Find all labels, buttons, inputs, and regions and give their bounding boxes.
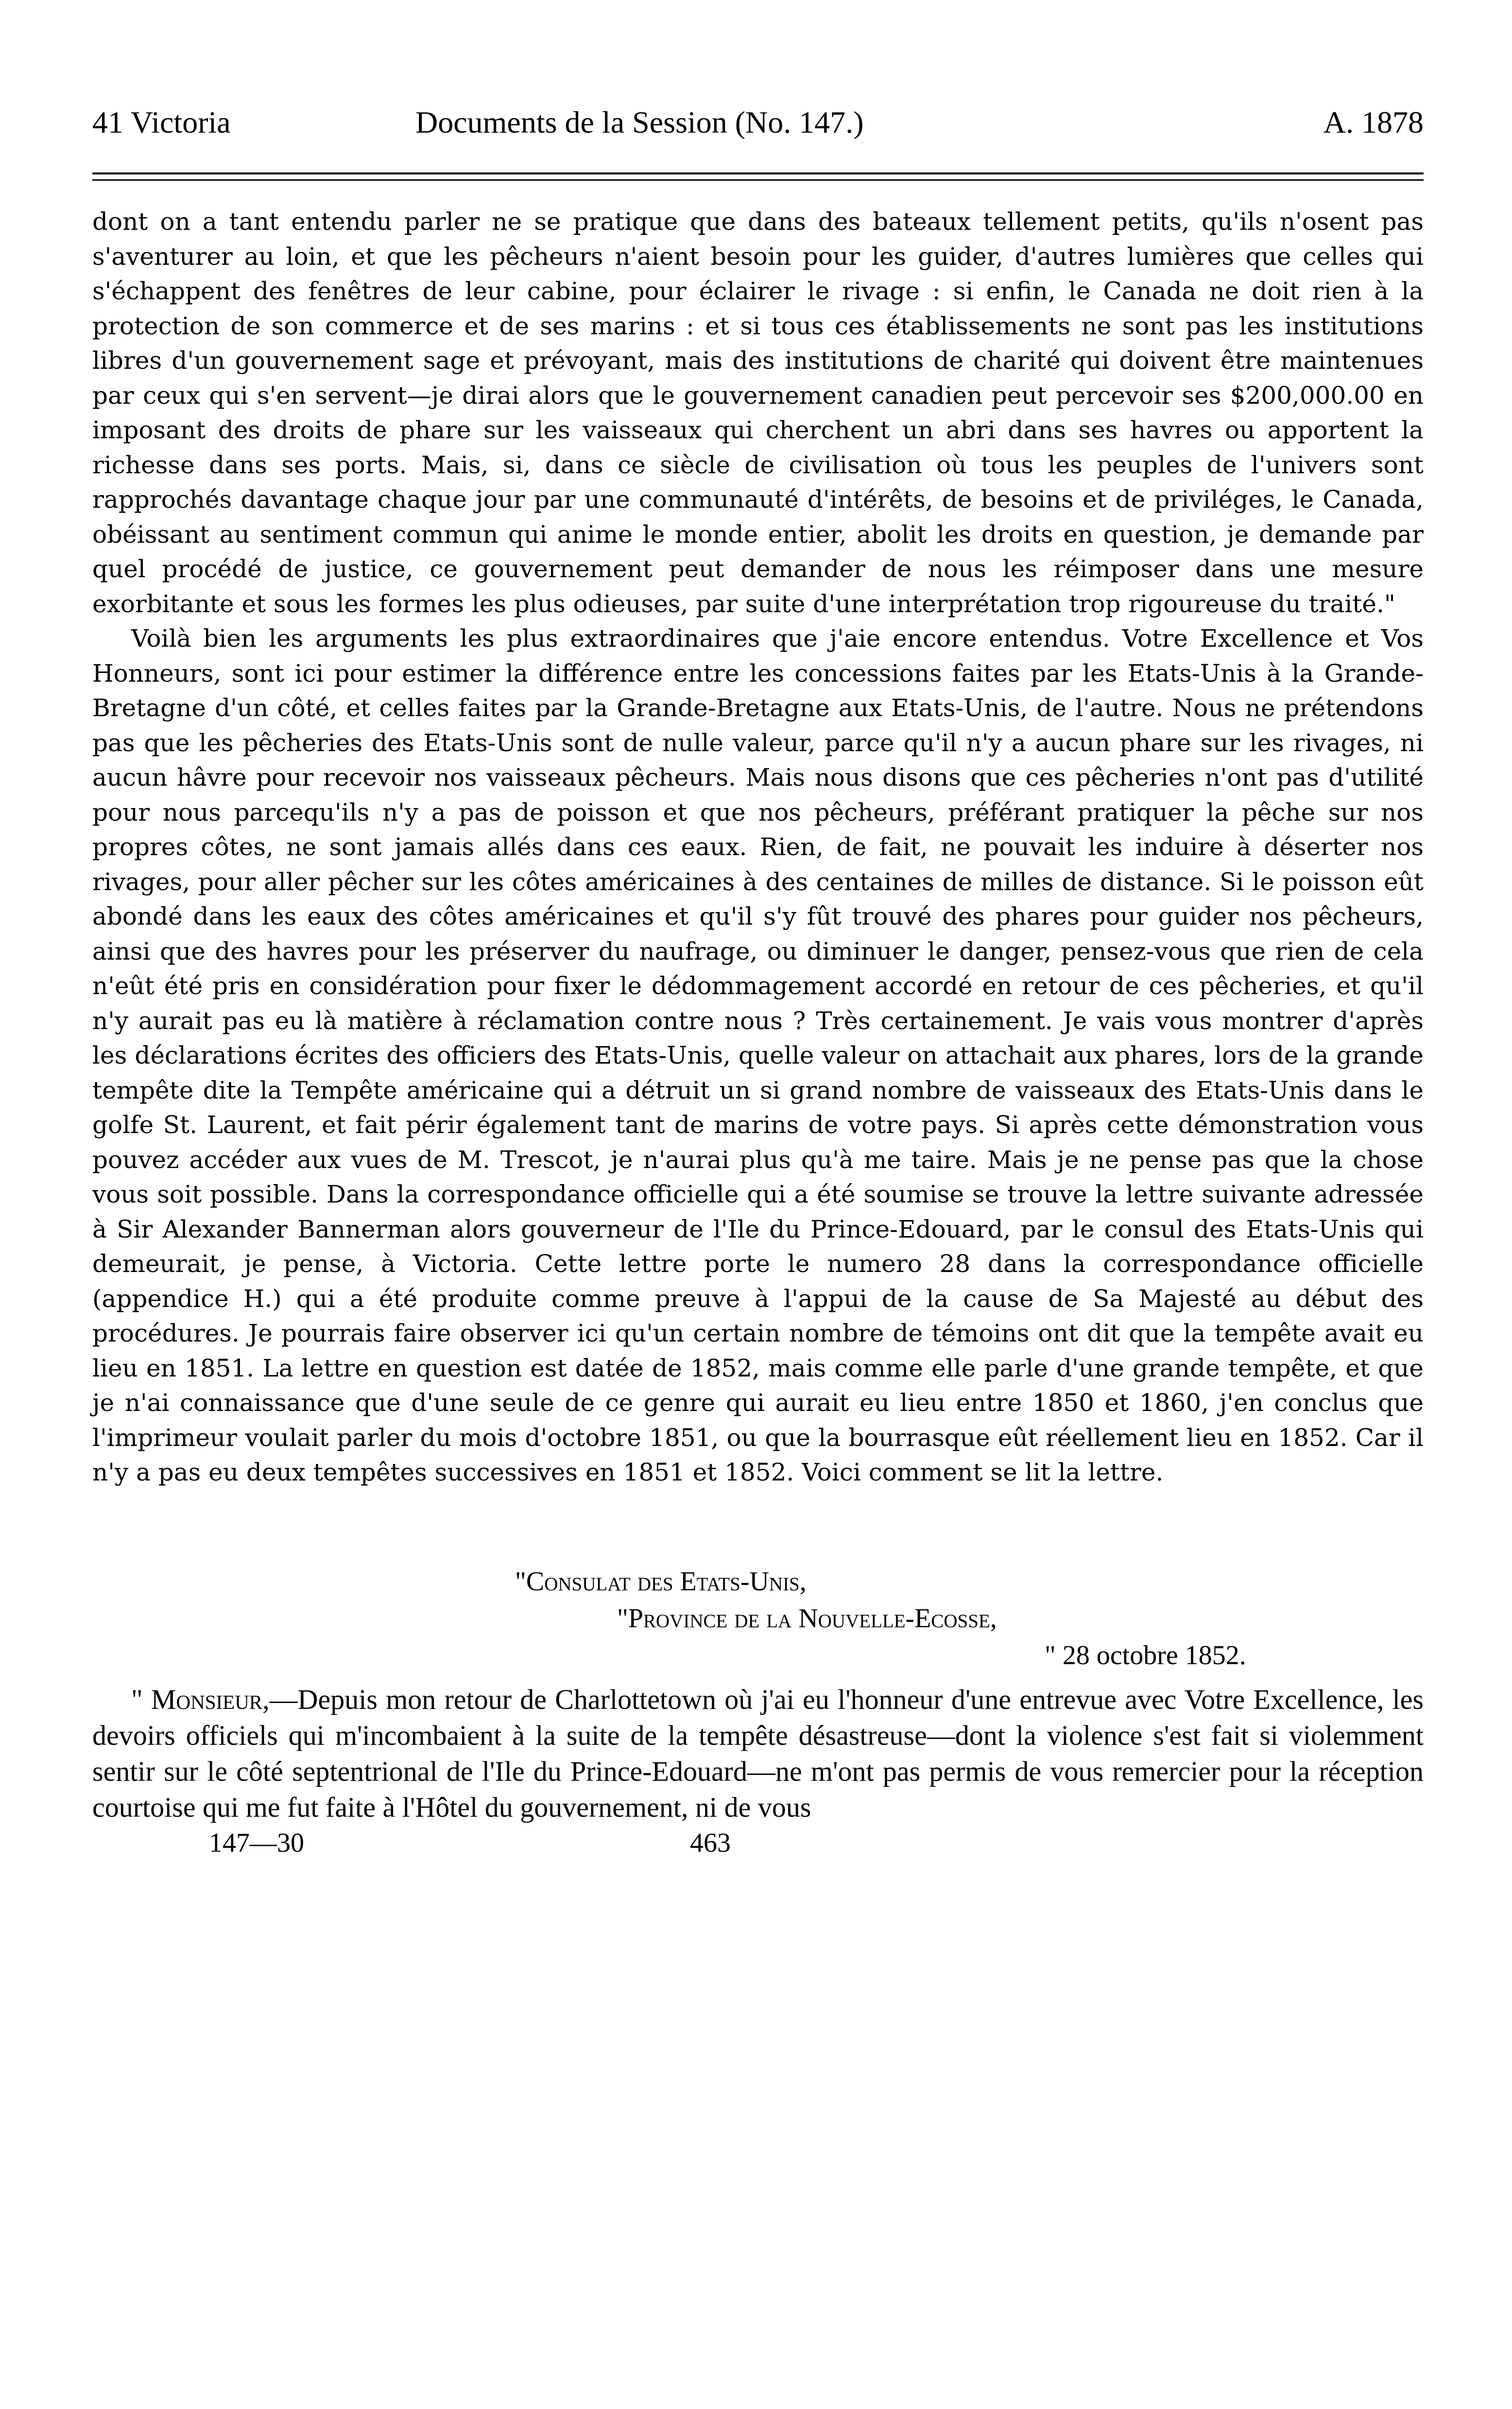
- header-title: Documents de la Session (No. 147.): [415, 105, 864, 139]
- paragraph: Voilà bien les arguments les plus extraordinaires que j'aie encore entendus. Votre Excellence et Vos Honneurs, sont ici pour estimer la différence entre les concessions faites par les Etats-Unis à la Grande-Bretagne d'un côté, et celles faites par la Grande-Bretagne aux Etats-Unis, de l'autre. Nous ne prétendons pas que les pêcheries des Etats-Unis sont de nulle valeur, parce qu'il n'y a aucun phare sur les rivages, ni aucun hâvre pour recevoir nos vaisseaux pêcheurs. Mais nous disons que ces pêcheries n'ont pas d'utilité pour nous parcequ'ils n'y a pas de poisson et que nos pêcheurs, préférant pratiquer la pêche sur nos propres côtes, ne sont jamais allés dans ces eaux. Rien, de fait, ne pouvait les induire à déserter nos rivages, pour aller pêcher sur les côtes américaines à des centaines de milles de distance. Si le poisson eût abondé dans les eaux des côtes américaines et qu'il s'y fût trouvé des phares pour guider nos pêcheurs, ainsi que des havres pour les préserver du naufrage, ou diminuer le danger, pensez-vous que rien de cela n'eût été pris en considération pour fixer le dédommagement accordé en retour de ces pêcheries, et qu'il n'y aurait pas eu là matière à réclamation contre nous ? Très certainement. Je vais vous montrer d'après les déclarations écrites des officiers des Etats-Unis, quelle valeur on attachait aux phares, lors de la grande tempête dite la Tempête américaine qui a détruit un si grand nombre de vaisseaux des Etats-Unis dans le golfe St. Laurent, et fait périr également tant de marins de votre pays. Si après cette démonstration vous pouvez accéder aux vues de M. Trescot, je n'aurai plus qu'à me taire. Mais je ne pense pas que la chose vous soit possible. Dans la correspondance officielle qui a été soumise se trouve la lettre suivante adressée à Sir Alexander Bannerman alors gouverneur de l'Ile du Prince-Edouard, par le consul des Etats-Unis qui demeurait, je pense, à Victoria. Cette lettre porte le numero 28 dans la correspondance officielle (appendice H.) qui a été produite comme preuve à l'appui de la cause de Sa Majesté au début des procédures. Je pourrais faire observer ici qu'un certain nombre de témoins ont dit que la tempête avait eu lieu en 1851. La lettre en question est datée de 1852, mais comme elle parle d'une grande tempête, et que je n'ai connaissance que d'une seule de ce genre qui aurait eu lieu entre 1850 et 1860, j'en conclus que l'imprimeur voulait parler du mois d'octobre 1851, ou que la bourrasque eût réellement lieu en 1852. Car il n'y a pas eu deux tempêtes successives en 1851 et 1852. Voici comment se lit la lettre.: [92, 624, 1424, 1486]
- running-head: [92, 104, 1424, 158]
- page-footer: [92, 1827, 1424, 1866]
- header-year: A. 1878: [1323, 105, 1424, 139]
- header-rule-thick: [92, 172, 1424, 174]
- letter-date: " 28 octobre 1852.: [1045, 1640, 1246, 1670]
- paragraph-continued: dont on a tant entendu parler ne se pratique que dans des bateaux tellement petits, qu'ils n'osent pas s'aventurer au loin, et que les pêcheurs n'aient besoin pour les guider, d'autres lumières que celles qui s'échappent des fenêtres de leur cabine, pour éclairer le rivage : si enfin, le Canada ne doit rien à la protection de son commerce et de ses marins : et si tous ces établissements ne sont pas les institutions libres d'un gouvernement sage et prévoyant, mais des institutions de charité qui doivent être maintenues par ceux qui s'en servent—je dirai alors que le gouvernement canadien peut percevoir ses $200,000.00 en imposant des droits de phare sur les vaisseaux qui cherchent un abri dans ses havres ou apportent la richesse dans ses ports. Mais, si, dans ce siècle de civilisation où tous les peuples de l'univers sont rapprochés davantage chaque jour par une communauté d'intérêts, de besoins et de priviléges, le Canada, obéissant au sentiment commun qui anime le monde entier, abolit les droits en question, je demande par quel procédé de justice, ce gouvernement peut demander de nous les réimposer dans une mesure exorbitante et sous les formes les plus odieuses, par suite d'une interprétation trop rigoureuse du traité.": [92, 207, 1424, 618]
- letter-heading: [92, 1563, 1424, 1675]
- letter-heading-consulate: "Consulat des Etats-Unis,: [515, 1566, 807, 1597]
- letter-body: [92, 1682, 1424, 1825]
- letter-paragraph: [92, 1682, 1424, 1825]
- header-rule: [92, 172, 1424, 185]
- letter-text: —Depuis mon retour de Charlottetown où j'ai eu l'honneur d'une entrevue avec Votre Excellence, les devoirs officiels qui m'incombaient à la suite de la tempête désastreuse—dont la violence s'est fait si violemment sentir sur le côté septentrional de l'Ile du Prince-Edouard—ne m'ont pas permis de vous remercier pour la réception courtoise qui me fut faite à l'Hôtel du gouvernement, ni de vous: [92, 1683, 1424, 1823]
- document-page: [92, 104, 1424, 1866]
- letter-heading-province: "Province de la Nouvelle-Ecosse,: [617, 1603, 997, 1634]
- page-number: 463: [690, 1827, 731, 1858]
- header-volume: 41 Victoria: [92, 105, 231, 139]
- letter-salutation: " Monsieur,: [131, 1683, 270, 1715]
- signature-mark: 147—30: [209, 1827, 304, 1858]
- header-rule-thin: [92, 179, 1424, 181]
- body-text: [92, 205, 1424, 1490]
